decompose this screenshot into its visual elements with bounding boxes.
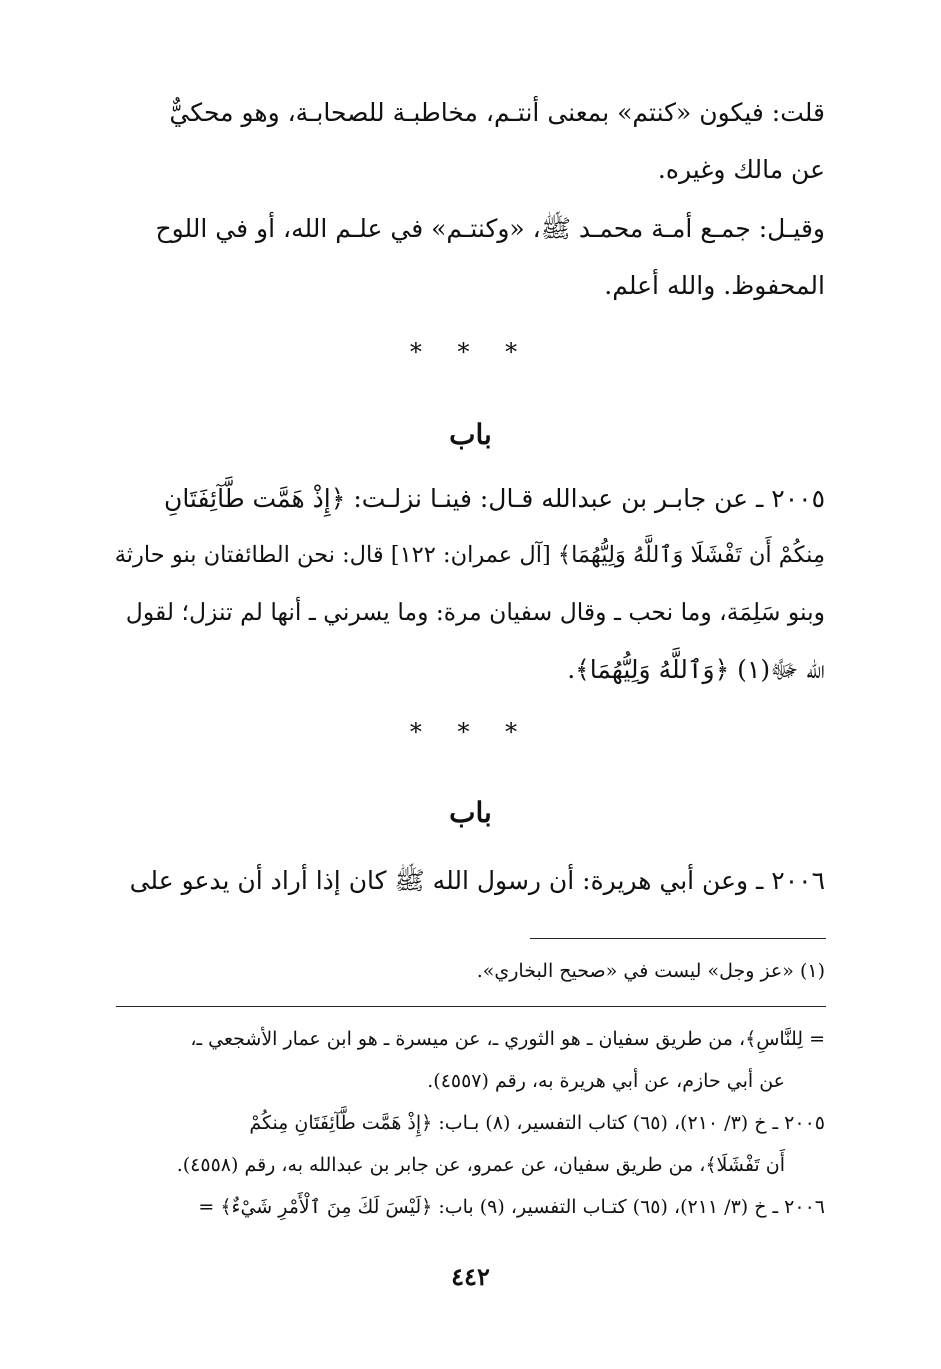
text-line: الله ﷻ(١) ﴿وَٱللَّهُ وَلِيُّهُمَا﴾. xyxy=(567,655,825,684)
text-line: وقيـل: جمـع أمـة محمـد ﷺ، «وكنتـم» في علـم الله، أو في اللوح xyxy=(155,214,825,243)
footnote-1 xyxy=(115,950,825,992)
note-line: أَن تَفْشَلَا﴾، من طريق سفيان، عن عمرو، عن جابر بن عبدالله به، رقم (٤٥٥٨). xyxy=(176,1154,785,1176)
page-number: ٤٤٢ xyxy=(451,1262,490,1291)
footnote-separator xyxy=(530,938,826,939)
hadith-2005 xyxy=(115,470,825,698)
text-line: ٢٠٠٦ ـ وعن أبي هريرة: أن رسول الله ﷺ كان إذا أراد أن يدعو على xyxy=(129,866,825,895)
text-line: مِنكُمْ أَن تَفْشَلَا وَٱللَّهُ وَلِيُّهُمَا﴾ [آل عمران: ١٢٢] قال: نحن الطائفتان بنو حارثة xyxy=(114,542,825,568)
chapter-heading: باب xyxy=(449,796,492,829)
notes-separator xyxy=(116,1006,826,1007)
paragraph-qult xyxy=(115,84,825,198)
text-line: عن مالك وغيره. xyxy=(657,155,825,184)
note-line: عن أبي حازم، عن أبي هريرة به، رقم (٤٥٥٧). xyxy=(427,1070,785,1092)
paragraph-qila xyxy=(115,200,825,314)
note-line: ٢٠٠٦ ـ خ (٣/ ٢١١)، (٦٥) كتـاب التفسير، (٩) باب: ﴿لَيْسَ لَكَ مِنَ ٱلْأَمْرِ شَيْءٌ﴾ = xyxy=(198,1196,825,1218)
footnote-text: (١) «عز وجل» ليست في «صحيح البخاري». xyxy=(476,960,825,982)
text-line: المحفوظ. والله أعلم. xyxy=(604,271,825,300)
hadith-2006 xyxy=(115,852,825,909)
text-line: ٢٠٠٥ ـ عن جابـر بن عبدالله قـال: فينـا نزلـت: ﴿إِذْ هَمَّت طَّآئِفَتَانِ xyxy=(163,484,825,513)
note-line: = لِلنَّاسِ﴾، من طريق سفيان ـ هو الثوري ـ، عن ميسرة ـ هو ابن عمار الأشجعي ـ، xyxy=(190,1028,825,1050)
section-divider: * * * xyxy=(409,718,532,746)
chapter-heading: باب xyxy=(449,418,492,451)
takhrij-notes xyxy=(115,1018,825,1228)
note-line: ٢٠٠٥ ـ خ (٣/ ٢١٠)، (٦٥) كتاب التفسير، (٨) بـاب: ﴿إِذْ هَمَّت طَّآئِفَتَانِ مِنكُمْ xyxy=(249,1112,825,1134)
text-line: وبنو سَلِمَة، وما نحب ـ وقال سفيان مرة: وما يسرني ـ أنها لم تنزل؛ لقول xyxy=(125,598,825,626)
section-divider: * * * xyxy=(409,338,532,366)
text-line: قلت: فيكون «كنتم» بمعنى أنتـم، مخاطبـة للصحابـة، وهو محكيٌّ xyxy=(169,98,825,127)
